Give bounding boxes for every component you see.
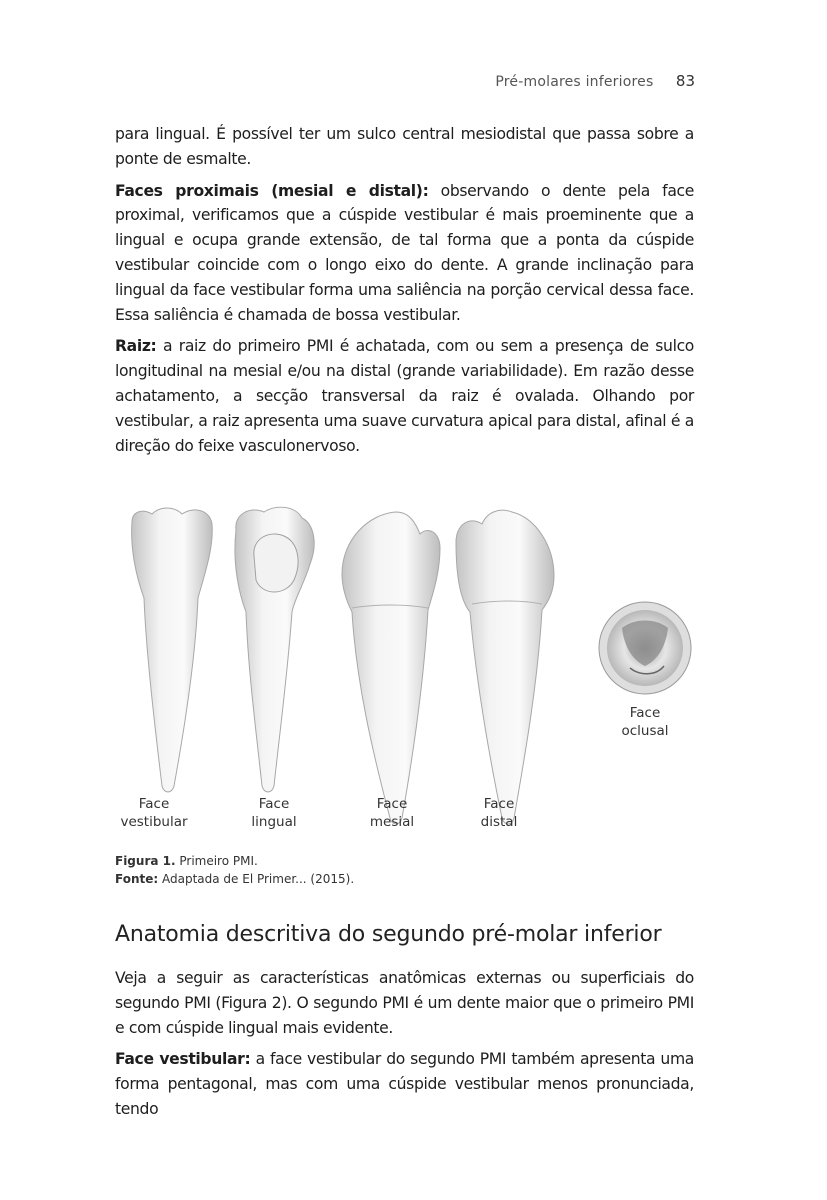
label-line: oclusal	[621, 723, 669, 739]
paragraph-text: observando o dente pela face proximal, verificamos que a cúspide vestibular é mais proeminente que a lingual e ocupa grande extensão, de tal forma que a ponta da cúspide vestibular coincide com o longo eixo do dente. A grande inclinação para lingual da face vestibular forma uma saliência na porção cervical dessa face. Essa saliência é chamada de bossa vestibular.	[115, 181, 694, 324]
label-line: vestibular	[120, 814, 188, 830]
paragraph-continued: para lingual. É possível ter um sulco central mesiodistal que passa sobre a ponte de esmalte.	[115, 125, 694, 168]
label-line: distal	[480, 814, 518, 830]
paragraph-root	[115, 334, 694, 458]
label-line: lingual	[251, 814, 297, 830]
tooth-vestibular-view	[132, 508, 213, 792]
caption-label: Figura 1.	[115, 854, 176, 868]
running-header	[495, 72, 695, 90]
label-face-lingual	[234, 795, 314, 831]
figure-first-premolar	[110, 500, 710, 840]
tooth-occlusal-view	[599, 602, 691, 694]
paragraph-label: Raiz:	[115, 337, 157, 356]
page-number: 83	[675, 72, 695, 90]
paragraph-label: Faces proximais (mesial e distal):	[115, 181, 429, 200]
tooth-illustrations	[110, 500, 710, 840]
paragraph-text: a raiz do primeiro PMI é achatada, com ou sem a presença de sulco longitudinal na mesial e/ou na distal (grande variabilidade). Em razão desse achatamento, a secção transversal da raiz é ovalada. Olhando por vestibular, a raiz apresenta uma suave curvatura apical para distal, afinal é a direção do feixe vasculonervoso.	[115, 337, 694, 455]
label-line: Face	[483, 796, 515, 812]
tooth-lingual-view	[235, 507, 314, 792]
paragraph-vestibular-face	[115, 1047, 694, 1121]
caption-line	[115, 852, 354, 870]
source-line	[115, 870, 354, 888]
source-label: Fonte:	[115, 872, 159, 886]
body-text-bottom	[115, 966, 694, 1129]
label-line: Face	[258, 796, 290, 812]
label-line: mesial	[369, 814, 415, 830]
label-line: Face	[629, 705, 661, 721]
tooth-distal-view	[456, 510, 554, 824]
label-face-oclusal	[604, 704, 686, 740]
caption-text: Primeiro PMI.	[175, 854, 258, 868]
figure-caption	[115, 852, 354, 888]
label-face-distal	[459, 795, 539, 831]
section-heading: Anatomia descritiva do segundo pré-molar inferior	[115, 922, 662, 947]
body-text-top	[115, 122, 694, 465]
paragraph-proximal-faces	[115, 179, 694, 328]
running-header-title: Pré-molares inferiores	[495, 74, 654, 90]
label-line: Face	[138, 796, 170, 812]
tooth-mesial-view	[342, 512, 440, 824]
paragraph-label: Face vestibular:	[115, 1050, 251, 1069]
label-line: Face	[376, 796, 408, 812]
label-face-mesial	[352, 795, 432, 831]
paragraph-text: a face vestibular do segundo PMI também apresenta uma forma pentagonal, mas com uma cúspide vestibular menos pronunciada, tendo	[115, 1050, 694, 1118]
source-text: Adaptada de El Primer... (2015).	[158, 872, 355, 886]
paragraph-intro: Veja a seguir as características anatômicas externas ou superficiais do segundo PMI (Figura 2). O segundo PMI é um dente maior que o primeiro PMI e com cúspide lingual mais evidente.	[115, 969, 694, 1037]
label-face-vestibular	[110, 795, 198, 831]
